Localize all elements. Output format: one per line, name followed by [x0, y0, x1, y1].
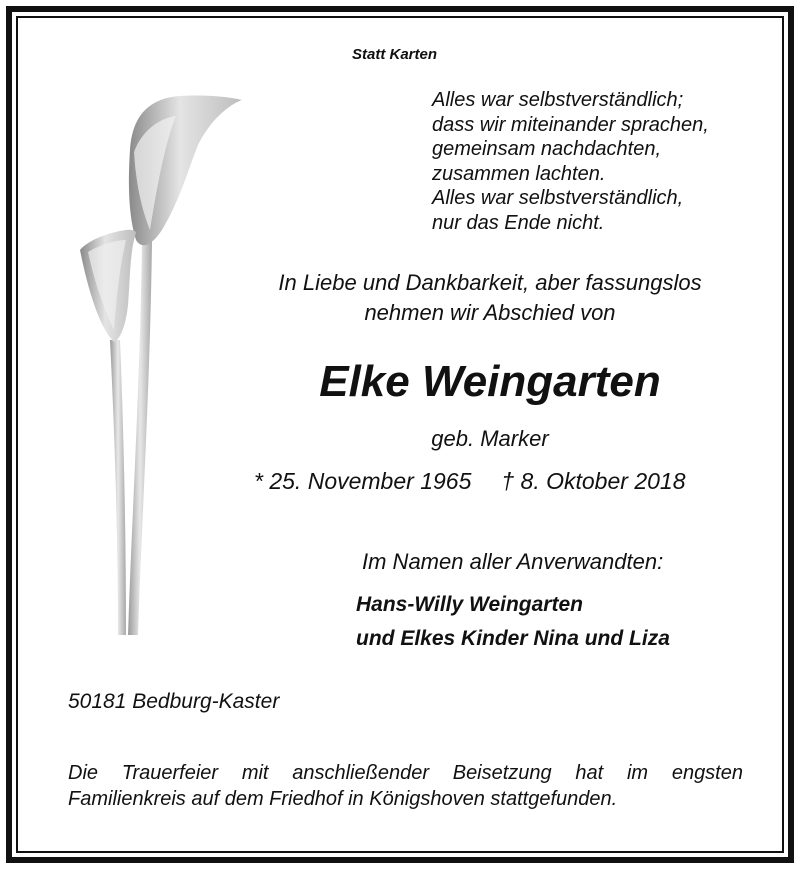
heading-statt-karten: Statt Karten	[352, 46, 438, 63]
birth-date: * 25. November 1965	[254, 468, 472, 494]
intro-line: nehmen wir Abschied von	[364, 300, 616, 325]
poem-line: gemeinsam nachdachten,	[432, 138, 662, 160]
maiden-name: geb. Marker	[431, 426, 549, 451]
poem-line: zusammen lachten.	[432, 162, 606, 185]
mourner-name: Hans-Willy Weingarten	[356, 593, 583, 616]
poem-line: Alles war selbstverständlich,	[432, 187, 684, 209]
notice-line: Die Trauerfeier mit anschließender Beisetzung hat im engsten	[68, 762, 743, 784]
poem	[432, 88, 709, 235]
address: 50181 Bedburg-Kaster	[68, 690, 280, 713]
poem-line: dass wir miteinander sprachen,	[432, 113, 709, 136]
poem-line: Alles war selbstverständlich;	[432, 89, 684, 111]
poem-line: nur das Ende nicht.	[432, 211, 605, 234]
life-dates	[254, 468, 685, 495]
mourner-name: und Elkes Kinder Nina und Liza	[356, 627, 670, 650]
deceased-name: Elke Weingarten	[319, 357, 661, 406]
mourners-intro: Im Namen aller Anverwandten:	[362, 549, 664, 574]
intro-line: In Liebe und Dankbarkeit, aber fassungslos	[278, 270, 702, 295]
funeral-notice	[68, 760, 743, 812]
notice-line: Familienkreis auf dem Friedhof in Königshoven stattgefunden.	[68, 788, 618, 810]
death-date: † 8. Oktober 2018	[501, 468, 686, 494]
